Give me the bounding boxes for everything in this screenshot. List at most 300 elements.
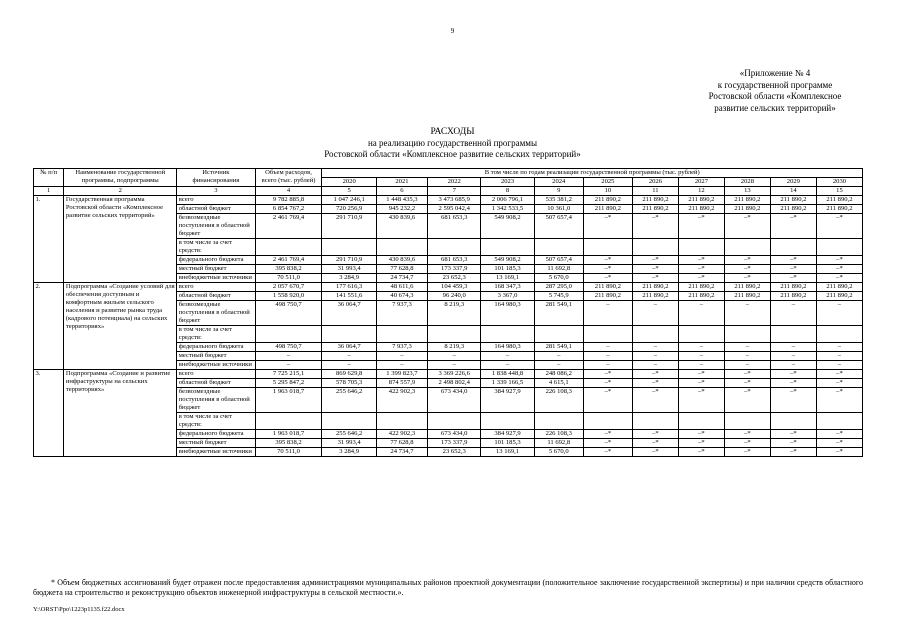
year-value: –* (816, 256, 862, 265)
year-value: 173 337,9 (428, 265, 481, 274)
year-value (678, 413, 724, 430)
year-value: – (770, 301, 816, 326)
year-value: 211 890,2 (678, 196, 724, 205)
year-value (770, 326, 816, 343)
year-value: –* (632, 274, 678, 283)
year-value: 5 670,0 (534, 274, 583, 283)
total-value (255, 413, 322, 430)
year-value: – (724, 352, 770, 361)
year-value: –* (816, 214, 862, 239)
section-name: Подпрограмма «Создание и развитие инфраструктуры на сельских территориях» (64, 370, 177, 457)
year-value: 48 611,6 (376, 283, 427, 292)
year-value: 211 890,2 (632, 292, 678, 301)
year-value: –* (678, 388, 724, 413)
year-value: 23 652,3 (428, 274, 481, 283)
year-value: 36 064,7 (322, 343, 376, 352)
year-value: 31 993,4 (322, 439, 376, 448)
funding-source: всего (177, 370, 255, 379)
appendix-line: «Приложение № 4 (739, 68, 811, 78)
year-value (428, 239, 481, 256)
year-value: 5 745,9 (534, 292, 583, 301)
year-value (534, 239, 583, 256)
year-value: 1 342 533,5 (481, 205, 534, 214)
year-value: –* (724, 388, 770, 413)
year-value: 164 980,3 (481, 343, 534, 352)
year-value: 211 890,2 (678, 292, 724, 301)
year-value: –* (583, 439, 632, 448)
column-number: 7 (428, 187, 481, 196)
document-subtitle: Ростовской области «Комплексное развитие сельских территорий» (324, 149, 581, 159)
funding-source: местный бюджет (177, 352, 255, 361)
total-value: 2 461 769,4 (255, 214, 322, 239)
header-no: № п/п (34, 169, 64, 187)
year-value: –* (816, 265, 862, 274)
year-value: – (632, 352, 678, 361)
year-value: –* (724, 265, 770, 274)
year-value: 874 557,9 (376, 379, 427, 388)
year-value: 3 473 685,9 (428, 196, 481, 205)
year-value: –* (724, 448, 770, 457)
year-value: –* (632, 379, 678, 388)
funding-source: внебюджетные источники (177, 448, 255, 457)
year-value: 211 890,2 (583, 196, 632, 205)
column-number: 9 (534, 187, 583, 196)
year-value: 2 595 042,4 (428, 205, 481, 214)
year-value: – (678, 343, 724, 352)
year-value (322, 239, 376, 256)
year-value: – (724, 343, 770, 352)
year-value: 177 616,3 (322, 283, 376, 292)
year-value: 7 937,3 (376, 301, 427, 326)
total-value: 2 461 769,4 (255, 256, 322, 265)
year-value: 226 108,3 (534, 430, 583, 439)
year-value (816, 326, 862, 343)
year-value: –* (632, 439, 678, 448)
year-value (816, 239, 862, 256)
year-value: 3 367,0 (481, 292, 534, 301)
year-value: 3 284,9 (322, 448, 376, 457)
document-title: РАСХОДЫ (430, 127, 475, 137)
year-value: –* (583, 274, 632, 283)
funding-source: всего (177, 196, 255, 205)
total-value: – (255, 361, 322, 370)
year-value: – (816, 361, 862, 370)
year-value: 422 902,3 (376, 388, 427, 413)
column-number: 2 (64, 187, 177, 196)
year-value: –* (583, 256, 632, 265)
table-row (34, 196, 863, 205)
year-value: 535 381,2 (534, 196, 583, 205)
year-value: 13 169,1 (481, 274, 534, 283)
year-value: –* (583, 448, 632, 457)
funding-source: в том числе за счет средств: (177, 413, 255, 430)
year-value: 720 256,9 (322, 205, 376, 214)
year-value (770, 239, 816, 256)
year-value: – (678, 361, 724, 370)
year-value: 248 086,2 (534, 370, 583, 379)
year-value: – (481, 361, 534, 370)
year-value: 4 615,1 (534, 379, 583, 388)
year-value: 1 339 166,5 (481, 379, 534, 388)
column-number: 8 (481, 187, 534, 196)
funding-source: областной бюджет (177, 379, 255, 388)
year-value: – (816, 352, 862, 361)
section-number: 1. (34, 196, 64, 283)
year-value: – (816, 301, 862, 326)
year-value (583, 413, 632, 430)
year-value: 211 890,2 (583, 205, 632, 214)
year-value (376, 239, 427, 256)
year-value: 578 705,3 (322, 379, 376, 388)
year-value: –* (678, 448, 724, 457)
year-value (678, 239, 724, 256)
year-value: 101 185,3 (481, 265, 534, 274)
header-year: 2021 (376, 178, 427, 187)
year-value: – (583, 352, 632, 361)
total-value: 1 558 920,0 (255, 292, 322, 301)
file-path: Y:\ORST\Ppo\1223p1135.f22.docx (33, 606, 125, 613)
appendix-line: к государственной программе (717, 79, 833, 90)
total-value: 498 750,7 (255, 301, 322, 326)
year-value: 36 064,7 (322, 301, 376, 326)
total-value: 70 511,0 (255, 448, 322, 457)
year-value: –* (632, 388, 678, 413)
funding-source: внебюджетные источники (177, 361, 255, 370)
year-value: 1 399 823,7 (376, 370, 427, 379)
year-value (534, 326, 583, 343)
funding-source: областной бюджет (177, 292, 255, 301)
table-row (34, 283, 863, 292)
column-number: 5 (322, 187, 376, 196)
year-value: 2 498 802,4 (428, 379, 481, 388)
year-value: –* (632, 448, 678, 457)
year-value: 211 890,2 (724, 205, 770, 214)
year-value: 211 890,2 (583, 292, 632, 301)
year-value: 1 448 435,3 (376, 196, 427, 205)
year-value: 8 219,3 (428, 343, 481, 352)
year-value: –* (816, 448, 862, 457)
column-number: 14 (770, 187, 816, 196)
header-year: 2024 (534, 178, 583, 187)
total-value: 6 854 767,2 (255, 205, 322, 214)
year-value: 673 434,0 (428, 388, 481, 413)
header-year: 2025 (583, 178, 632, 187)
year-value: – (583, 301, 632, 326)
year-value: 96 240,0 (428, 292, 481, 301)
year-value: –* (724, 430, 770, 439)
funding-source: всего (177, 283, 255, 292)
footnote: * Объем бюджетных ассигнований будет отражен после предоставления администрациями муниципальных районов проектной документации (положительное заключение государственной экспертизы) и при наличии средств областного бюджета на строительство и реконструкцию объектов инженерной инфраструктуры в сельской местности.». (33, 578, 863, 597)
year-value: 673 434,0 (428, 430, 481, 439)
year-value (724, 413, 770, 430)
year-value: –* (724, 439, 770, 448)
year-value (583, 326, 632, 343)
year-value: – (678, 301, 724, 326)
year-value: 5 670,0 (534, 448, 583, 457)
year-value: – (428, 352, 481, 361)
year-value: 211 890,2 (678, 205, 724, 214)
year-value: 211 890,2 (770, 205, 816, 214)
year-value: –* (583, 430, 632, 439)
header-year: 2028 (724, 178, 770, 187)
column-number: 11 (632, 187, 678, 196)
header-year: 2029 (770, 178, 816, 187)
year-value: –* (770, 265, 816, 274)
year-value (632, 239, 678, 256)
year-value (632, 413, 678, 430)
funding-source: федерального бюджета (177, 430, 255, 439)
year-value: –* (678, 430, 724, 439)
year-value (376, 413, 427, 430)
header-source: Источник финансирования (177, 169, 255, 187)
year-value (428, 413, 481, 430)
year-value: 507 657,4 (534, 214, 583, 239)
year-value: 211 890,2 (724, 283, 770, 292)
year-value: –* (632, 214, 678, 239)
header-year: 2027 (678, 178, 724, 187)
year-value (322, 326, 376, 343)
year-value: 104 459,3 (428, 283, 481, 292)
year-value: –* (724, 256, 770, 265)
year-value: – (816, 343, 862, 352)
section-number: 3. (34, 370, 64, 457)
year-value: 384 927,9 (481, 430, 534, 439)
year-value (481, 413, 534, 430)
year-value: 1 838 448,8 (481, 370, 534, 379)
year-value: –* (678, 439, 724, 448)
year-value: 549 908,2 (481, 214, 534, 239)
expenditure-table (33, 168, 863, 457)
funding-source: федерального бюджета (177, 256, 255, 265)
year-value: 24 734,7 (376, 274, 427, 283)
year-value: –* (583, 379, 632, 388)
year-value: – (770, 361, 816, 370)
year-value: –* (816, 379, 862, 388)
year-value: 211 890,2 (632, 205, 678, 214)
table-row (34, 370, 863, 379)
year-value: – (428, 361, 481, 370)
year-value: – (724, 361, 770, 370)
total-value: 7 725 215,1 (255, 370, 322, 379)
funding-source: безвозмездные поступления в областной бюджет (177, 301, 255, 326)
year-value: 430 839,6 (376, 214, 427, 239)
year-value: –* (816, 388, 862, 413)
year-value: 173 337,9 (428, 439, 481, 448)
year-value: –* (816, 439, 862, 448)
year-value: 23 652,3 (428, 448, 481, 457)
year-value: 211 890,2 (816, 283, 862, 292)
year-value: – (770, 343, 816, 352)
funding-source: безвозмездные поступления в областной бюджет (177, 214, 255, 239)
year-value: 430 839,6 (376, 256, 427, 265)
year-value: –* (583, 265, 632, 274)
year-value: 507 657,4 (534, 256, 583, 265)
header-name: Наименование государственной программы, подпрограммы (64, 169, 177, 187)
year-value (724, 326, 770, 343)
year-value (481, 239, 534, 256)
year-value: 13 169,1 (481, 448, 534, 457)
year-value: 141 551,6 (322, 292, 376, 301)
year-value: 255 646,2 (322, 388, 376, 413)
total-value: 70 511,0 (255, 274, 322, 283)
year-value: –* (770, 256, 816, 265)
year-value: –* (678, 265, 724, 274)
year-value: –* (678, 379, 724, 388)
year-value: –* (770, 214, 816, 239)
year-value: –* (632, 256, 678, 265)
section-name: Государственная программа Ростовской области «Комплексное развитие сельских территорий» (64, 196, 177, 283)
year-value: 10 361,0 (534, 205, 583, 214)
document-heading (0, 127, 905, 160)
year-value: 384 927,9 (481, 388, 534, 413)
year-value (322, 413, 376, 430)
year-value: 164 980,3 (481, 301, 534, 326)
year-value: 7 937,3 (376, 343, 427, 352)
year-value: –* (632, 430, 678, 439)
year-value: 287 295,0 (534, 283, 583, 292)
column-number: 1 (34, 187, 64, 196)
year-value: 681 653,3 (428, 256, 481, 265)
year-value: –* (583, 370, 632, 379)
year-value: 255 646,2 (322, 430, 376, 439)
year-value: –* (724, 370, 770, 379)
year-value: 211 890,2 (632, 283, 678, 292)
funding-source: федерального бюджета (177, 343, 255, 352)
year-value: – (770, 352, 816, 361)
total-value (255, 239, 322, 256)
year-value: –* (816, 430, 862, 439)
year-value: –* (678, 214, 724, 239)
year-value: –* (770, 439, 816, 448)
year-value: – (481, 352, 534, 361)
year-value: – (534, 352, 583, 361)
year-value: 101 185,3 (481, 439, 534, 448)
year-value: 211 890,2 (770, 292, 816, 301)
column-number: 6 (376, 187, 427, 196)
funding-source: областной бюджет (177, 205, 255, 214)
funding-source: в том числе за счет средств: (177, 326, 255, 343)
year-value (770, 413, 816, 430)
year-value: –* (770, 430, 816, 439)
total-value: 5 295 847,2 (255, 379, 322, 388)
year-value: 291 710,9 (322, 256, 376, 265)
year-value: –* (816, 274, 862, 283)
year-value: 211 890,2 (632, 196, 678, 205)
funding-source: в том числе за счет средств: (177, 239, 255, 256)
year-value: 11 692,8 (534, 265, 583, 274)
appendix-line: развитие сельских территорий» (714, 102, 836, 113)
header-year: 2023 (481, 178, 534, 187)
column-number: 10 (583, 187, 632, 196)
year-value: –* (770, 448, 816, 457)
column-number: 13 (724, 187, 770, 196)
year-value: – (322, 361, 376, 370)
year-value: – (632, 343, 678, 352)
column-numbers-row (34, 187, 863, 196)
year-value: 226 108,3 (534, 388, 583, 413)
year-value: 211 890,2 (724, 196, 770, 205)
column-number: 15 (816, 187, 862, 196)
year-value: –* (724, 214, 770, 239)
year-value (678, 326, 724, 343)
year-value (632, 326, 678, 343)
year-value: –* (770, 388, 816, 413)
funding-source: местный бюджет (177, 439, 255, 448)
year-value: – (583, 343, 632, 352)
year-value: – (632, 361, 678, 370)
header-total: Объем расходов, всего (тыс. рублей) (255, 169, 322, 187)
document-subtitle: на реализацию государственной программы (367, 138, 538, 148)
total-value: 498 750,7 (255, 343, 322, 352)
year-value: – (632, 301, 678, 326)
year-value: 211 890,2 (816, 292, 862, 301)
year-value: – (678, 352, 724, 361)
year-value: 945 232,2 (376, 205, 427, 214)
year-value: –* (770, 370, 816, 379)
year-value: 549 908,2 (481, 256, 534, 265)
year-value (583, 239, 632, 256)
year-value: 681 653,3 (428, 214, 481, 239)
year-value: –* (632, 265, 678, 274)
total-value: – (255, 352, 322, 361)
header-year: 2020 (322, 178, 376, 187)
funding-source: безвозмездные поступления в областной бюджет (177, 388, 255, 413)
year-value: –* (724, 379, 770, 388)
funding-source: внебюджетные источники (177, 274, 255, 283)
year-value (816, 413, 862, 430)
total-value: 1 963 018,7 (255, 430, 322, 439)
year-value: 24 734,7 (376, 448, 427, 457)
year-value (534, 413, 583, 430)
year-value: 11 692,8 (534, 439, 583, 448)
page-number: 9 (450, 27, 455, 35)
year-value: – (376, 361, 427, 370)
year-value: 422 902,3 (376, 430, 427, 439)
year-value: 291 710,9 (322, 214, 376, 239)
year-value: –* (678, 256, 724, 265)
total-value: 395 838,2 (255, 265, 322, 274)
total-value: 9 782 885,8 (255, 196, 322, 205)
year-value: 211 890,2 (724, 292, 770, 301)
year-value: 168 347,3 (481, 283, 534, 292)
year-value: –* (770, 274, 816, 283)
appendix-line: Ростовской области «Комплексное (708, 91, 842, 101)
year-value: –* (816, 370, 862, 379)
year-value: – (534, 361, 583, 370)
year-value: – (724, 301, 770, 326)
header-year: 2026 (632, 178, 678, 187)
year-value: – (376, 352, 427, 361)
year-value: 2 006 796,1 (481, 196, 534, 205)
column-number: 3 (177, 187, 255, 196)
year-value: 211 890,2 (816, 205, 862, 214)
year-value: 281 549,1 (534, 301, 583, 326)
year-value: 31 993,4 (322, 265, 376, 274)
year-value: 77 628,8 (376, 439, 427, 448)
total-value: 2 057 670,7 (255, 283, 322, 292)
total-value: 395 838,2 (255, 439, 322, 448)
year-value: 211 890,2 (770, 283, 816, 292)
year-value: 40 674,3 (376, 292, 427, 301)
header-year: 2030 (816, 178, 862, 187)
column-number: 12 (678, 187, 724, 196)
year-value: –* (724, 274, 770, 283)
year-value: 211 890,2 (583, 283, 632, 292)
year-value: 869 629,8 (322, 370, 376, 379)
year-value: – (583, 361, 632, 370)
header-years-caption: В том числе по годам реализации государственной программы (тыс. рублей) (322, 169, 863, 178)
year-value: –* (583, 388, 632, 413)
